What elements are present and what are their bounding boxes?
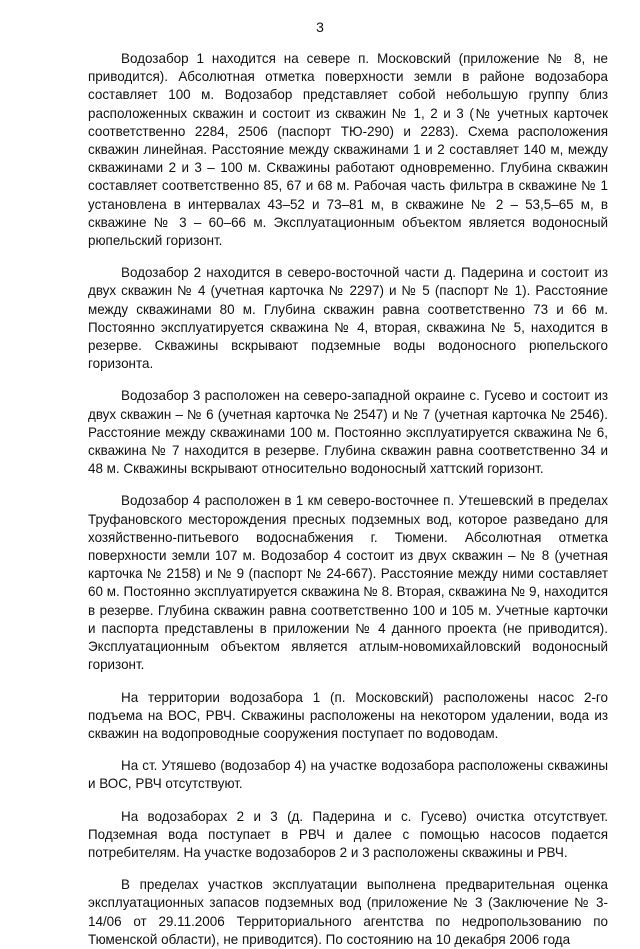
document-body — [88, 50, 608, 949]
paragraph-water-intake-3: Водозабор 3 расположен на северо-западной окраине с. Гусево и состоит из двух скважин – № 6 (учетная карточка № 2547) и № 7 (учетная карточка № 2546). Расстояние между скважинами 100 м. Постоянно эксплуатируется скважина № 6, скважина № 7 находится в резерве. Глубина скважин равна соответственно 34 и 48 м. Скважины вскрывают относительно водоносный хаттский горизонт. — [88, 388, 608, 477]
paragraph-reserves-assessment: В пределах участков эксплуатации выполнена предварительная оценка эксплуатационных запасов подземных вод (приложение № 3 (Заключение № 3-14/06 от 29.11.2006 Территориального агентства по недропользованию по Тюменской области), не приводится). По состоянию на 10 декабря 2006 года — [88, 877, 608, 947]
paragraph-water-intake-4: Водозабор 4 расположен в 1 км северо-восточнее п. Утешевский в пределах Труфановского месторождения пресных подземных вод, которое разведано для хозяйственно-питьевого водоснабжения г. Тюмени. Абсолютная отметка поверхности земли 107 м. Водозабор 4 состоит из двух скважин – № 8 (учетная карточка № 2158) и № 9 (паспорт № 24-667). Расстояние между ними составляет 60 м. Постоянно эксплуатируется скважина № 8. Вторая, скважина № 9, находится в резерве. Глубина скважин равна соответственно 100 и 105 м. Учетные карточки и паспорта представлены в приложении № 4 данного проекта (не приводится). Эксплуатационным объектом является атлым-новомихайловский водоносный горизонт. — [88, 493, 608, 673]
paragraph-water-intake-2: Водозабор 2 находится в северо-восточной части д. Падерина и состоит из двух скважин № 4 (учетная карточка № 2297) и № 5 (паспорт № 1). Расстояние между скважинами 80 м. Глубина скважин равна соответственно 73 и 66 м. Постоянно эксплуатируется скважина № 4, вторая, скважина № 5, находится в резерве. Скважины вскрывают подземные воды водоносного рюпельского горизонта. — [88, 265, 608, 372]
paragraph-moskovsky-territory: На территории водозабора 1 (п. Московский) расположены насос 2-го подъема на ВОС, РВЧ. Скважины расположены на некотором удалении, вода из скважин на водопроводные сооружения поступает по водоводам. — [88, 689, 608, 741]
paragraph-utyashevo-station: На ст. Утяшево (водозабор 4) на участке водозабора расположены скважины и ВОС, РВЧ отсутствуют. — [88, 758, 608, 792]
paragraph-intakes-2-3-treatment: На водозаборах 2 и 3 (д. Падерина и с. Гусево) очистка отсутствует. Подземная вода поступает в РВЧ и далее с помощью насосов подается потребителям. На участке водозаборов 2 и 3 расположены скважины и РВЧ. — [88, 808, 608, 860]
paragraph-water-intake-1: Водозабор 1 находится на севере п. Московский (приложение № 8, не приводится). Абсолютная отметка поверхности земли в районе водозабора составляет 100 м. Водозабор представляет собой небольшую группу близ расположенных скважин и состоит из скважин № 1, 2 и 3 (№ учетных карточек соответственно 2284, 2506 (паспорт ТЮ-290) и 2283). Схема расположения скважин линейная. Расстояние между скважинами 1 и 2 составляет 140 м, между скважинами 2 и 3 – 100 м. Скважины работают одновременно. Глубина скважин составляет соответственно 85, 67 и 68 м. Рабочая часть фильтра в скважине № 1 установлена в интервалах 43–52 и 73–81 м, в скважине № 2 – 53,5–65 м, в скважине № 3 – 60–66 м. Эксплуатационным объектом является водоносный рюпельский горизонт. — [88, 51, 608, 249]
page-number: 3 — [316, 19, 324, 35]
